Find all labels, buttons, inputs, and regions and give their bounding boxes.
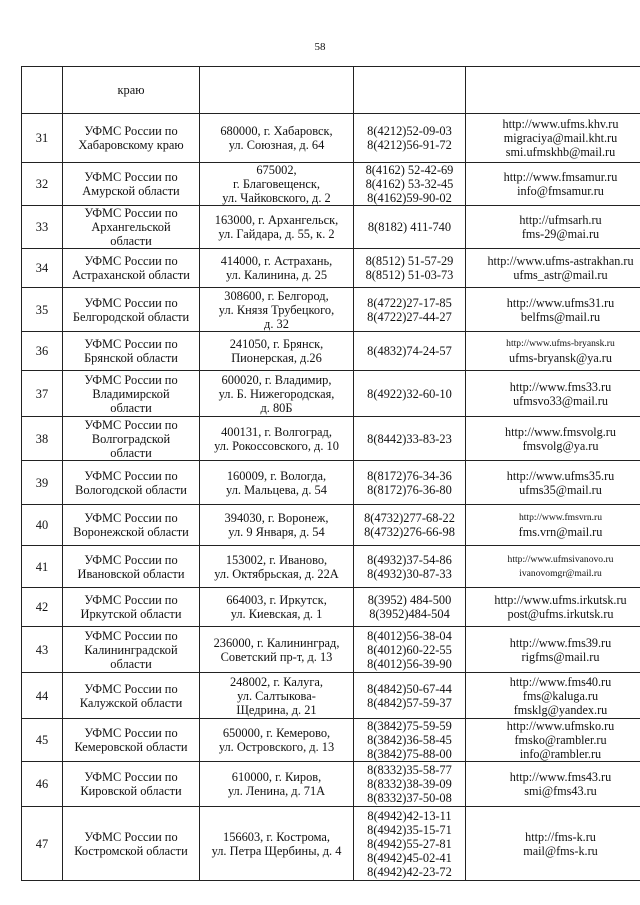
phone-cell xyxy=(354,332,466,371)
web-cell xyxy=(466,546,640,588)
web-line: ufms_astr@mail.ru xyxy=(513,268,608,282)
phone-cell xyxy=(354,206,466,249)
table-row xyxy=(22,332,640,371)
address-line: 248002, г. Калуга, xyxy=(229,674,323,689)
phone-line: 8(8442)33-83-23 xyxy=(367,431,452,446)
address-line: ул. Калинина, д. 25 xyxy=(225,268,328,282)
row-number-cell: 47 xyxy=(22,807,63,881)
table-row xyxy=(22,206,640,249)
phone-line: 8(4012)56-38-04 xyxy=(367,628,452,643)
row-number-cell: 35 xyxy=(22,288,63,332)
phone-line: 8(4942)42-23-72 xyxy=(367,864,452,879)
page-number: 58 xyxy=(314,41,326,53)
address-cell xyxy=(200,332,354,371)
phone-line: 8(4162) 53-32-45 xyxy=(365,177,454,191)
phone-line: 8(4012)56-39-90 xyxy=(367,656,452,671)
name-cell xyxy=(63,288,200,332)
row-number-cell: 39 xyxy=(22,461,63,505)
web-cell xyxy=(466,505,640,546)
row-number-cell: 40 xyxy=(22,505,63,546)
address-line: ул. Киевская, д. 1 xyxy=(230,607,323,621)
name-cell xyxy=(63,807,200,881)
name-cell xyxy=(63,249,200,288)
name-line: Кировской области xyxy=(80,784,182,798)
table-row xyxy=(22,673,640,719)
phone-line: 8(8172)76-36-80 xyxy=(367,482,452,497)
address-line: 675002, xyxy=(256,163,297,177)
address-line: 308600, г. Белгород, xyxy=(224,288,329,303)
address-line: 160009, г. Вологда, xyxy=(226,468,327,483)
web-cell xyxy=(466,762,640,807)
web-cell xyxy=(466,114,640,163)
name-cell xyxy=(63,762,200,807)
web-line: http://www.ufmsivanovo.ru xyxy=(507,553,614,565)
phone-cell xyxy=(354,588,466,627)
web-line: http://www.ufms35.ru xyxy=(506,468,615,483)
address-cell xyxy=(200,371,354,417)
phone-cell xyxy=(354,288,466,332)
phone-line: 8(8332)38-39-09 xyxy=(367,777,452,791)
address-cell xyxy=(200,627,354,673)
table-row xyxy=(22,163,640,206)
web-line: http://www.fms39.ru xyxy=(509,635,612,650)
table-row xyxy=(22,627,640,673)
address-cell xyxy=(200,461,354,505)
continuation-row xyxy=(22,67,640,114)
name-line: УФМС России по xyxy=(84,829,178,844)
web-cell xyxy=(466,673,640,719)
address-line: ул. Островского, д. 13 xyxy=(218,740,335,754)
name-line: УФМС России по xyxy=(84,681,178,696)
address-cell xyxy=(200,807,354,881)
address-cell xyxy=(200,288,354,332)
address-line: 650000, г. Кемерово, xyxy=(222,726,331,740)
web-line: rigfms@mail.ru xyxy=(521,649,600,664)
phone-cell xyxy=(354,163,466,206)
row-number-cell: 42 xyxy=(22,588,63,627)
name-line: УФМС России по xyxy=(84,295,178,310)
address-line: ул. Союзная, д. 64 xyxy=(228,138,325,152)
address-line: 241050, г. Брянск, xyxy=(229,337,324,351)
phone-line: 8(8332)37-50-08 xyxy=(367,791,452,805)
name-line: УФМС России по xyxy=(84,552,178,567)
name-cell xyxy=(63,461,200,505)
phone-line: 8(4732)276-66-98 xyxy=(364,525,455,539)
name-line: Хабаровскому краю xyxy=(78,138,184,152)
address-line: ул. Петра Щербины, д. 4 xyxy=(211,843,342,858)
address-line: 163000, г. Архангельск, xyxy=(214,213,339,227)
address-line: ул. Салтыкова- xyxy=(237,688,316,703)
table-row xyxy=(22,461,640,505)
address-line: ул. Князя Трубецкого, xyxy=(218,302,335,317)
phone-line: 8(4722)27-17-85 xyxy=(367,295,452,310)
web-line: fms.vrn@mail.ru xyxy=(518,525,603,539)
row-number-cell: 44 xyxy=(22,673,63,719)
web-line: smi.ufmskhb@mail.ru xyxy=(505,145,616,159)
phone-line: 8(3842)75-59-59 xyxy=(367,719,452,733)
web-line: http://www.fms40.ru xyxy=(509,674,612,689)
address-line: 610000, г. Киров, xyxy=(231,770,322,784)
phone-line: 8(8512) 51-57-29 xyxy=(365,254,454,268)
address-line: 156603, г. Кострома, xyxy=(223,829,330,844)
phone-cell xyxy=(354,762,466,807)
name-line: Амурской области xyxy=(82,184,180,198)
web-line: http://www.ufms.irkutsk.ru xyxy=(494,593,627,607)
name-line: Брянской области xyxy=(84,351,178,365)
web-line: http://www.ufms31.ru xyxy=(506,295,615,310)
web-line: http://www.fmsvolg.ru xyxy=(505,424,616,439)
phone-cell xyxy=(354,505,466,546)
address-cell xyxy=(200,505,354,546)
web-cell xyxy=(466,417,640,461)
web-line: http://www.ufms.khv.ru xyxy=(502,117,619,131)
address-line: ул. 9 Января, д. 54 xyxy=(228,525,325,539)
name-line: Владимирской xyxy=(92,386,170,401)
name-line: Астраханской области xyxy=(72,268,190,282)
name-cell xyxy=(63,546,200,588)
web-cell xyxy=(466,588,640,627)
table-row xyxy=(22,546,640,588)
phone-cell xyxy=(354,114,466,163)
name-line: УФМС России по xyxy=(84,511,178,525)
table-row xyxy=(22,588,640,627)
name-line: Белгородской области xyxy=(72,309,190,324)
phone-line: 8(4932)37-54-86 xyxy=(367,552,452,567)
web-line: fms@kaluga.ru xyxy=(522,688,599,703)
name-line: области xyxy=(110,445,152,460)
address-line: 394030, г. Воронеж, xyxy=(224,511,329,525)
row-number-cell: 31 xyxy=(22,114,63,163)
web-line: mail@fms-k.ru xyxy=(523,843,598,858)
address-cell xyxy=(200,762,354,807)
row-number-cell: 37 xyxy=(22,371,63,417)
row-number-cell: 41 xyxy=(22,546,63,588)
phone-cell xyxy=(354,719,466,762)
address-line: г. Благовещенск, xyxy=(232,177,321,191)
phone-line: 8(4932)30-87-33 xyxy=(367,566,452,581)
web-cell xyxy=(466,719,640,762)
address-line: 400131, г. Волгоград, xyxy=(221,424,332,439)
phone-line: 8(4162) 52-42-69 xyxy=(365,163,454,177)
phone-line: 8(3952)484-504 xyxy=(369,607,450,621)
table-row xyxy=(22,417,640,461)
name-line: Воронежской области xyxy=(73,525,189,539)
table-row xyxy=(22,505,640,546)
address-line: 153002, г. Иваново, xyxy=(225,552,328,567)
name-line: УФМС России по xyxy=(84,468,178,483)
web-line: fms-29@mai.ru xyxy=(521,227,600,241)
row-number-cell: 34 xyxy=(22,249,63,288)
row-number-cell: 33 xyxy=(22,206,63,249)
web-line: ufmsvo33@mail.ru xyxy=(513,393,608,408)
web-cell xyxy=(466,807,640,881)
phone-cell xyxy=(354,546,466,588)
web-line: info@fmsamur.ru xyxy=(517,184,604,198)
address-line: ул. Ленина, д. 71А xyxy=(227,784,326,798)
name-line: Костромской области xyxy=(74,843,188,858)
phone-line: 8(3842)75-88-00 xyxy=(367,747,452,761)
phone-line: 8(8172)76-34-36 xyxy=(367,468,452,483)
phone-line: 8(4842)50-67-44 xyxy=(367,681,452,696)
web-cell xyxy=(466,249,640,288)
phone-line: 8(3842)36-58-45 xyxy=(367,733,452,747)
name-cell xyxy=(63,719,200,762)
phone-cell xyxy=(354,249,466,288)
web-line: http://ufmsarh.ru xyxy=(519,213,602,227)
row-number-cell: 43 xyxy=(22,627,63,673)
web-line: migraciya@mail.kht.ru xyxy=(503,131,618,145)
row-number-cell: 45 xyxy=(22,719,63,762)
phone-cell xyxy=(354,627,466,673)
web-cell xyxy=(466,371,640,417)
web-line: belfms@mail.ru xyxy=(520,309,601,324)
address-line: ул. Гайдара, д. 55, к. 2 xyxy=(218,227,335,241)
phone-cell xyxy=(354,673,466,719)
web-cell xyxy=(466,206,640,249)
phone-line: 8(8512) 51-03-73 xyxy=(365,268,454,282)
name-line: Кемеровской области xyxy=(74,740,188,754)
address-line: 414000, г. Астрахань, xyxy=(220,254,333,268)
web-cell xyxy=(466,163,640,206)
ufms-contacts-table xyxy=(21,66,640,881)
row-number-cell: 46 xyxy=(22,762,63,807)
phone-line: 8(4922)32-60-10 xyxy=(367,386,452,401)
name-line: Волгоградской xyxy=(91,431,171,446)
web-cell xyxy=(466,627,640,673)
phone-line: 8(3952) 484-500 xyxy=(367,593,452,607)
web-line: info@rambler.ru xyxy=(519,747,602,761)
table-row xyxy=(22,114,640,163)
web-line: fmsko@rambler.ru xyxy=(514,733,607,747)
address-line: Щедрина, д. 21 xyxy=(236,702,317,717)
address-line: 236000, г. Калининград, xyxy=(213,635,340,650)
address-line: д. 32 xyxy=(264,316,289,331)
web-line: ufms-bryansk@ya.ru xyxy=(509,351,612,365)
web-line: ivanovomgr@mail.ru xyxy=(519,567,602,579)
address-line: д. 80Б xyxy=(260,400,293,415)
web-line: smi@fms43.ru xyxy=(524,784,597,798)
web-line: http://www.fmsamur.ru xyxy=(503,170,618,184)
web-cell xyxy=(466,288,640,332)
name-line: УФМС России по xyxy=(84,770,178,784)
phone-line: 8(4012)60-22-55 xyxy=(367,642,452,657)
address-cell xyxy=(200,114,354,163)
phone-line: 8(4842)57-59-37 xyxy=(367,695,452,710)
row-number-cell xyxy=(22,67,63,114)
web-cell xyxy=(466,461,640,505)
phone-cell xyxy=(354,807,466,881)
table-row xyxy=(22,719,640,762)
name-line: Иркутской области xyxy=(80,607,182,621)
phone-line: 8(4942)55-27-81 xyxy=(367,836,452,851)
web-line: http://www.ufms-astrakhan.ru xyxy=(487,254,634,268)
phone-line: 8(4722)27-44-27 xyxy=(367,309,452,324)
address-cell xyxy=(200,673,354,719)
phone-line: 8(4212)52-09-03 xyxy=(367,124,452,138)
name-line: области xyxy=(110,400,152,415)
web-cell xyxy=(466,332,640,371)
name-line: УФМС России по xyxy=(84,372,178,387)
address-line: ул. Б. Нижегородская, xyxy=(218,386,335,401)
web-line: ufms35@mail.ru xyxy=(519,482,602,497)
table-row xyxy=(22,371,640,417)
web-line: http://www.fms33.ru xyxy=(509,379,612,394)
web-cell xyxy=(466,67,640,114)
name-line: Ивановской области xyxy=(77,566,185,581)
name-line: области xyxy=(110,656,152,671)
name-cell: краю xyxy=(63,67,200,114)
name-line: Калининградской xyxy=(84,642,178,657)
web-line: http://fms-k.ru xyxy=(525,829,596,844)
phone-line: 8(4942)35-15-71 xyxy=(367,822,452,837)
web-line: fmsvolg@ya.ru xyxy=(522,438,599,453)
address-cell xyxy=(200,249,354,288)
name-line: УФМС России по xyxy=(84,628,178,643)
row-number-cell: 36 xyxy=(22,332,63,371)
address-line: Пионерская, д.26 xyxy=(231,351,322,365)
phone-line: 8(4732)277-68-22 xyxy=(364,511,455,525)
web-line: fmsklg@yandex.ru xyxy=(513,702,608,717)
web-line: post@ufms.irkutsk.ru xyxy=(507,607,614,621)
phone-line: 8(4942)45-02-41 xyxy=(367,850,452,865)
name-line: Калужской области xyxy=(79,695,183,710)
name-cell xyxy=(63,114,200,163)
row-number-cell: 32 xyxy=(22,163,63,206)
web-line: http://www.fmsvrn.ru xyxy=(518,512,603,523)
phone-cell xyxy=(354,67,466,114)
name-line: УФМС России по xyxy=(84,170,178,184)
name-cell xyxy=(63,627,200,673)
phone-line: 8(4162)59-90-02 xyxy=(367,191,452,205)
name-cell xyxy=(63,588,200,627)
address-cell xyxy=(200,417,354,461)
name-cell xyxy=(63,417,200,461)
name-line: УФМС России по xyxy=(84,337,178,351)
address-line: Советский пр-т, д. 13 xyxy=(220,649,333,664)
web-line: http://www.fms43.ru xyxy=(509,770,612,784)
address-line: 680000, г. Хабаровск, xyxy=(220,124,333,138)
name-cell xyxy=(63,371,200,417)
web-line: http://www.ufmsko.ru xyxy=(506,719,615,733)
name-line: УФМС России по xyxy=(84,726,178,740)
table-row xyxy=(22,249,640,288)
name-line: Архангельской xyxy=(91,220,171,234)
name-line: УФМС России по xyxy=(84,206,178,220)
address-line: 600020, г. Владимир, xyxy=(221,372,332,387)
web-line: http://www.ufms-bryansk.ru xyxy=(506,338,615,349)
name-cell xyxy=(63,206,200,249)
phone-line: 8(8332)35-58-77 xyxy=(367,763,452,777)
name-line: УФМС России по xyxy=(84,124,178,138)
address-cell xyxy=(200,719,354,762)
table-row xyxy=(22,762,640,807)
address-line: 664003, г. Иркутск, xyxy=(226,593,327,607)
name-cell xyxy=(63,163,200,206)
address-cell xyxy=(200,206,354,249)
table-row xyxy=(22,288,640,332)
address-cell xyxy=(200,163,354,206)
name-cell xyxy=(63,332,200,371)
phone-line: 8(4942)42-13-11 xyxy=(367,808,452,823)
address-cell xyxy=(200,546,354,588)
name-line: УФМС России по xyxy=(84,593,178,607)
phone-cell xyxy=(354,371,466,417)
row-number-cell: 38 xyxy=(22,417,63,461)
name-cell xyxy=(63,673,200,719)
address-line: ул. Рокоссовского, д. 10 xyxy=(214,438,339,453)
address-cell xyxy=(200,67,354,114)
phone-line: 8(4832)74-24-57 xyxy=(367,344,452,358)
address-cell xyxy=(200,588,354,627)
name-cell xyxy=(63,505,200,546)
address-line: ул. Чайковского, д. 2 xyxy=(222,191,331,205)
phone-cell xyxy=(354,417,466,461)
phone-line: 8(8182) 411-740 xyxy=(367,220,452,234)
name-line: области xyxy=(110,234,152,248)
address-line: ул. Октябрьская, д. 22А xyxy=(214,566,339,581)
name-line: Вологодской области xyxy=(75,482,187,497)
name-line: УФМС России по xyxy=(84,254,178,268)
name-line: УФМС России по xyxy=(84,417,178,432)
phone-cell xyxy=(354,461,466,505)
address-line: ул. Мальцева, д. 54 xyxy=(226,482,327,497)
phone-line: 8(4212)56-91-72 xyxy=(367,138,452,152)
table-row xyxy=(22,807,640,881)
